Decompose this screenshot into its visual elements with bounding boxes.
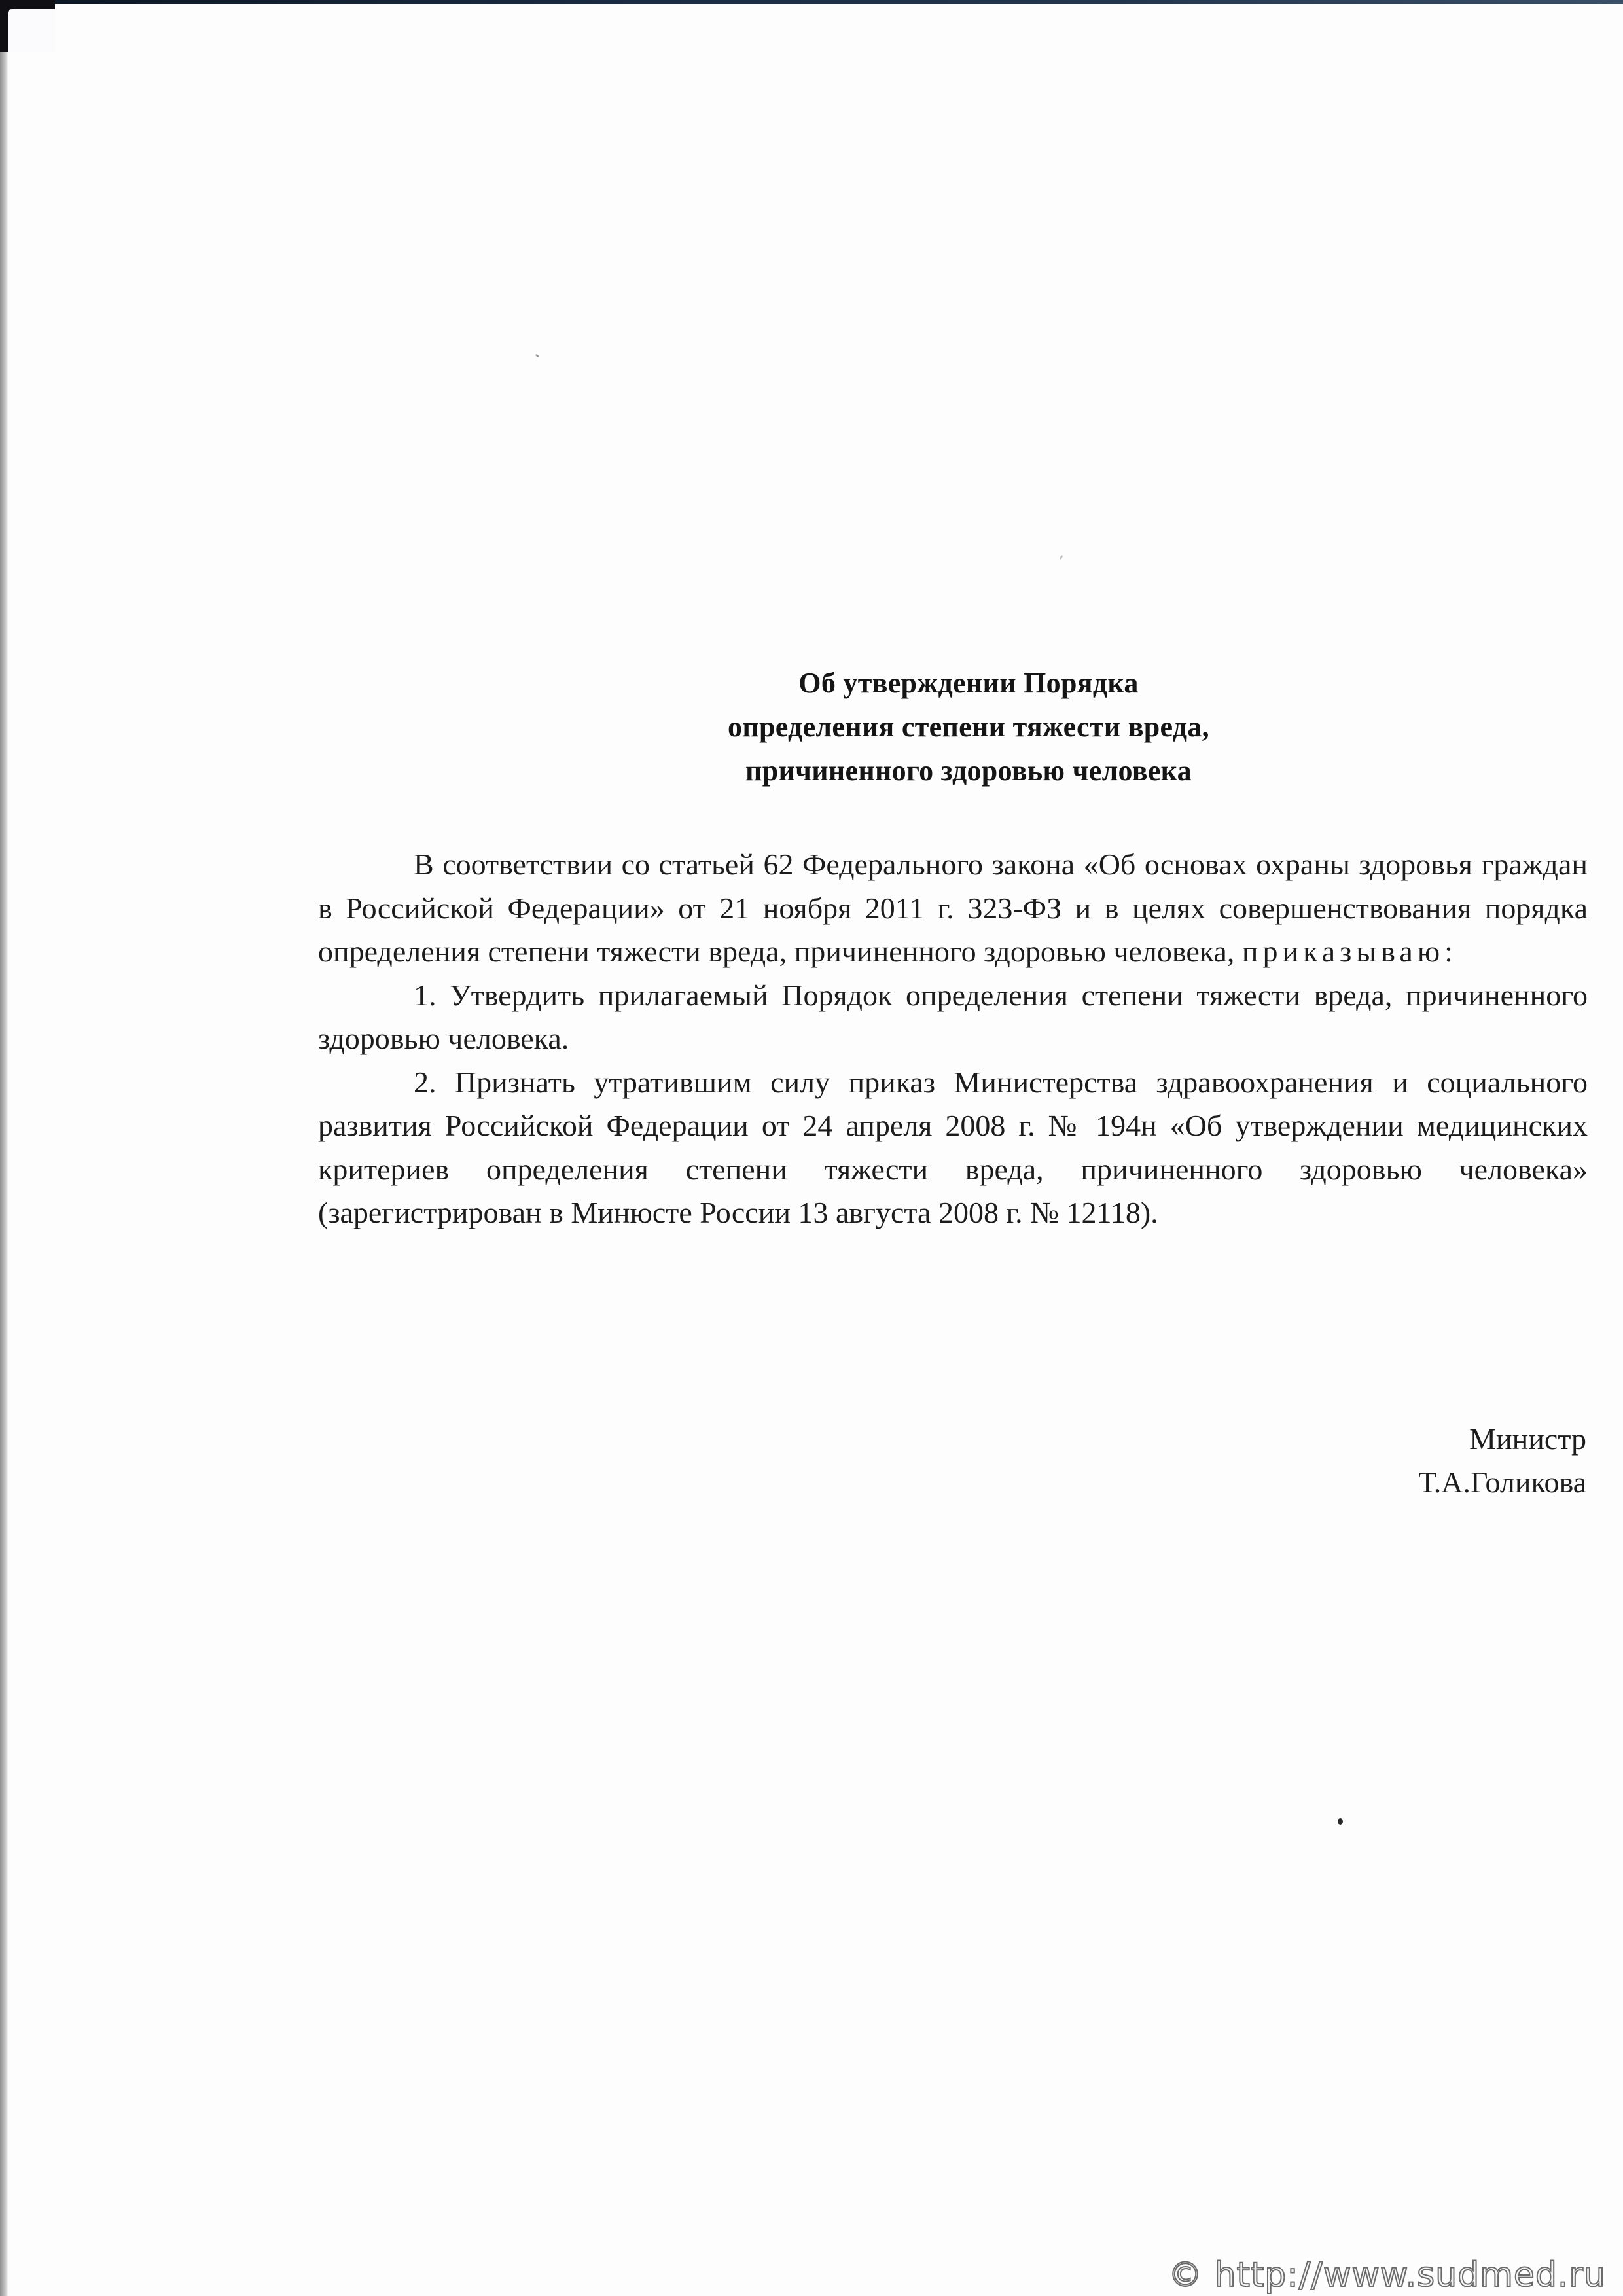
document-title	[641, 661, 1296, 793]
preamble-paragraph	[318, 843, 1588, 974]
signature-name: Т.А.Голикова	[1418, 1465, 1586, 1499]
scan-edge-left	[0, 0, 8, 2296]
title-line: Об утверждении Порядка	[798, 667, 1139, 699]
signature-block	[1418, 1418, 1586, 1504]
scan-corner-paper	[8, 9, 55, 52]
scan-edge-top	[0, 0, 1623, 4]
order-suffix: :	[1444, 935, 1453, 968]
title-line: определения степени тяжести вреда,	[728, 711, 1209, 743]
item-paragraph-2: 2. Признать утратившим силу приказ Министерства здравоохранения и социального развития Российской Федерации от 24 апреля 2008 г. № 194н «Об утверждении медицинских критериев определения степени тяжести вреда, причиненного здоровью человека» (зарегистрирован в Минюсте России 13 августа 2008 г. № 12118).	[318, 1065, 1588, 1229]
document-body	[318, 843, 1588, 1235]
preamble-text: В соответствии со статьей 62 Федерального закона «Об основах охраны здоровья граждан в Российской Федерации» от 21 ноября 2011 г. 323-ФЗ и в целях совершенствования порядка определения степени тяжести вреда, причиненного здоровью человека,	[318, 848, 1588, 968]
title-line: причиненного здоровью человека	[745, 755, 1192, 787]
watermark-url: © http://www.sudmed.ru	[1168, 2255, 1606, 2295]
item-paragraph-1: 1. Утвердить прилагаемый Порядок определения степени тяжести вреда, причиненного здоровью человека.	[318, 978, 1588, 1055]
scan-speck	[535, 354, 540, 358]
order-word: приказываю	[1241, 935, 1445, 968]
scan-speck	[1059, 555, 1063, 560]
signature-position: Министр	[1469, 1422, 1586, 1456]
scan-speck	[1338, 1818, 1343, 1825]
